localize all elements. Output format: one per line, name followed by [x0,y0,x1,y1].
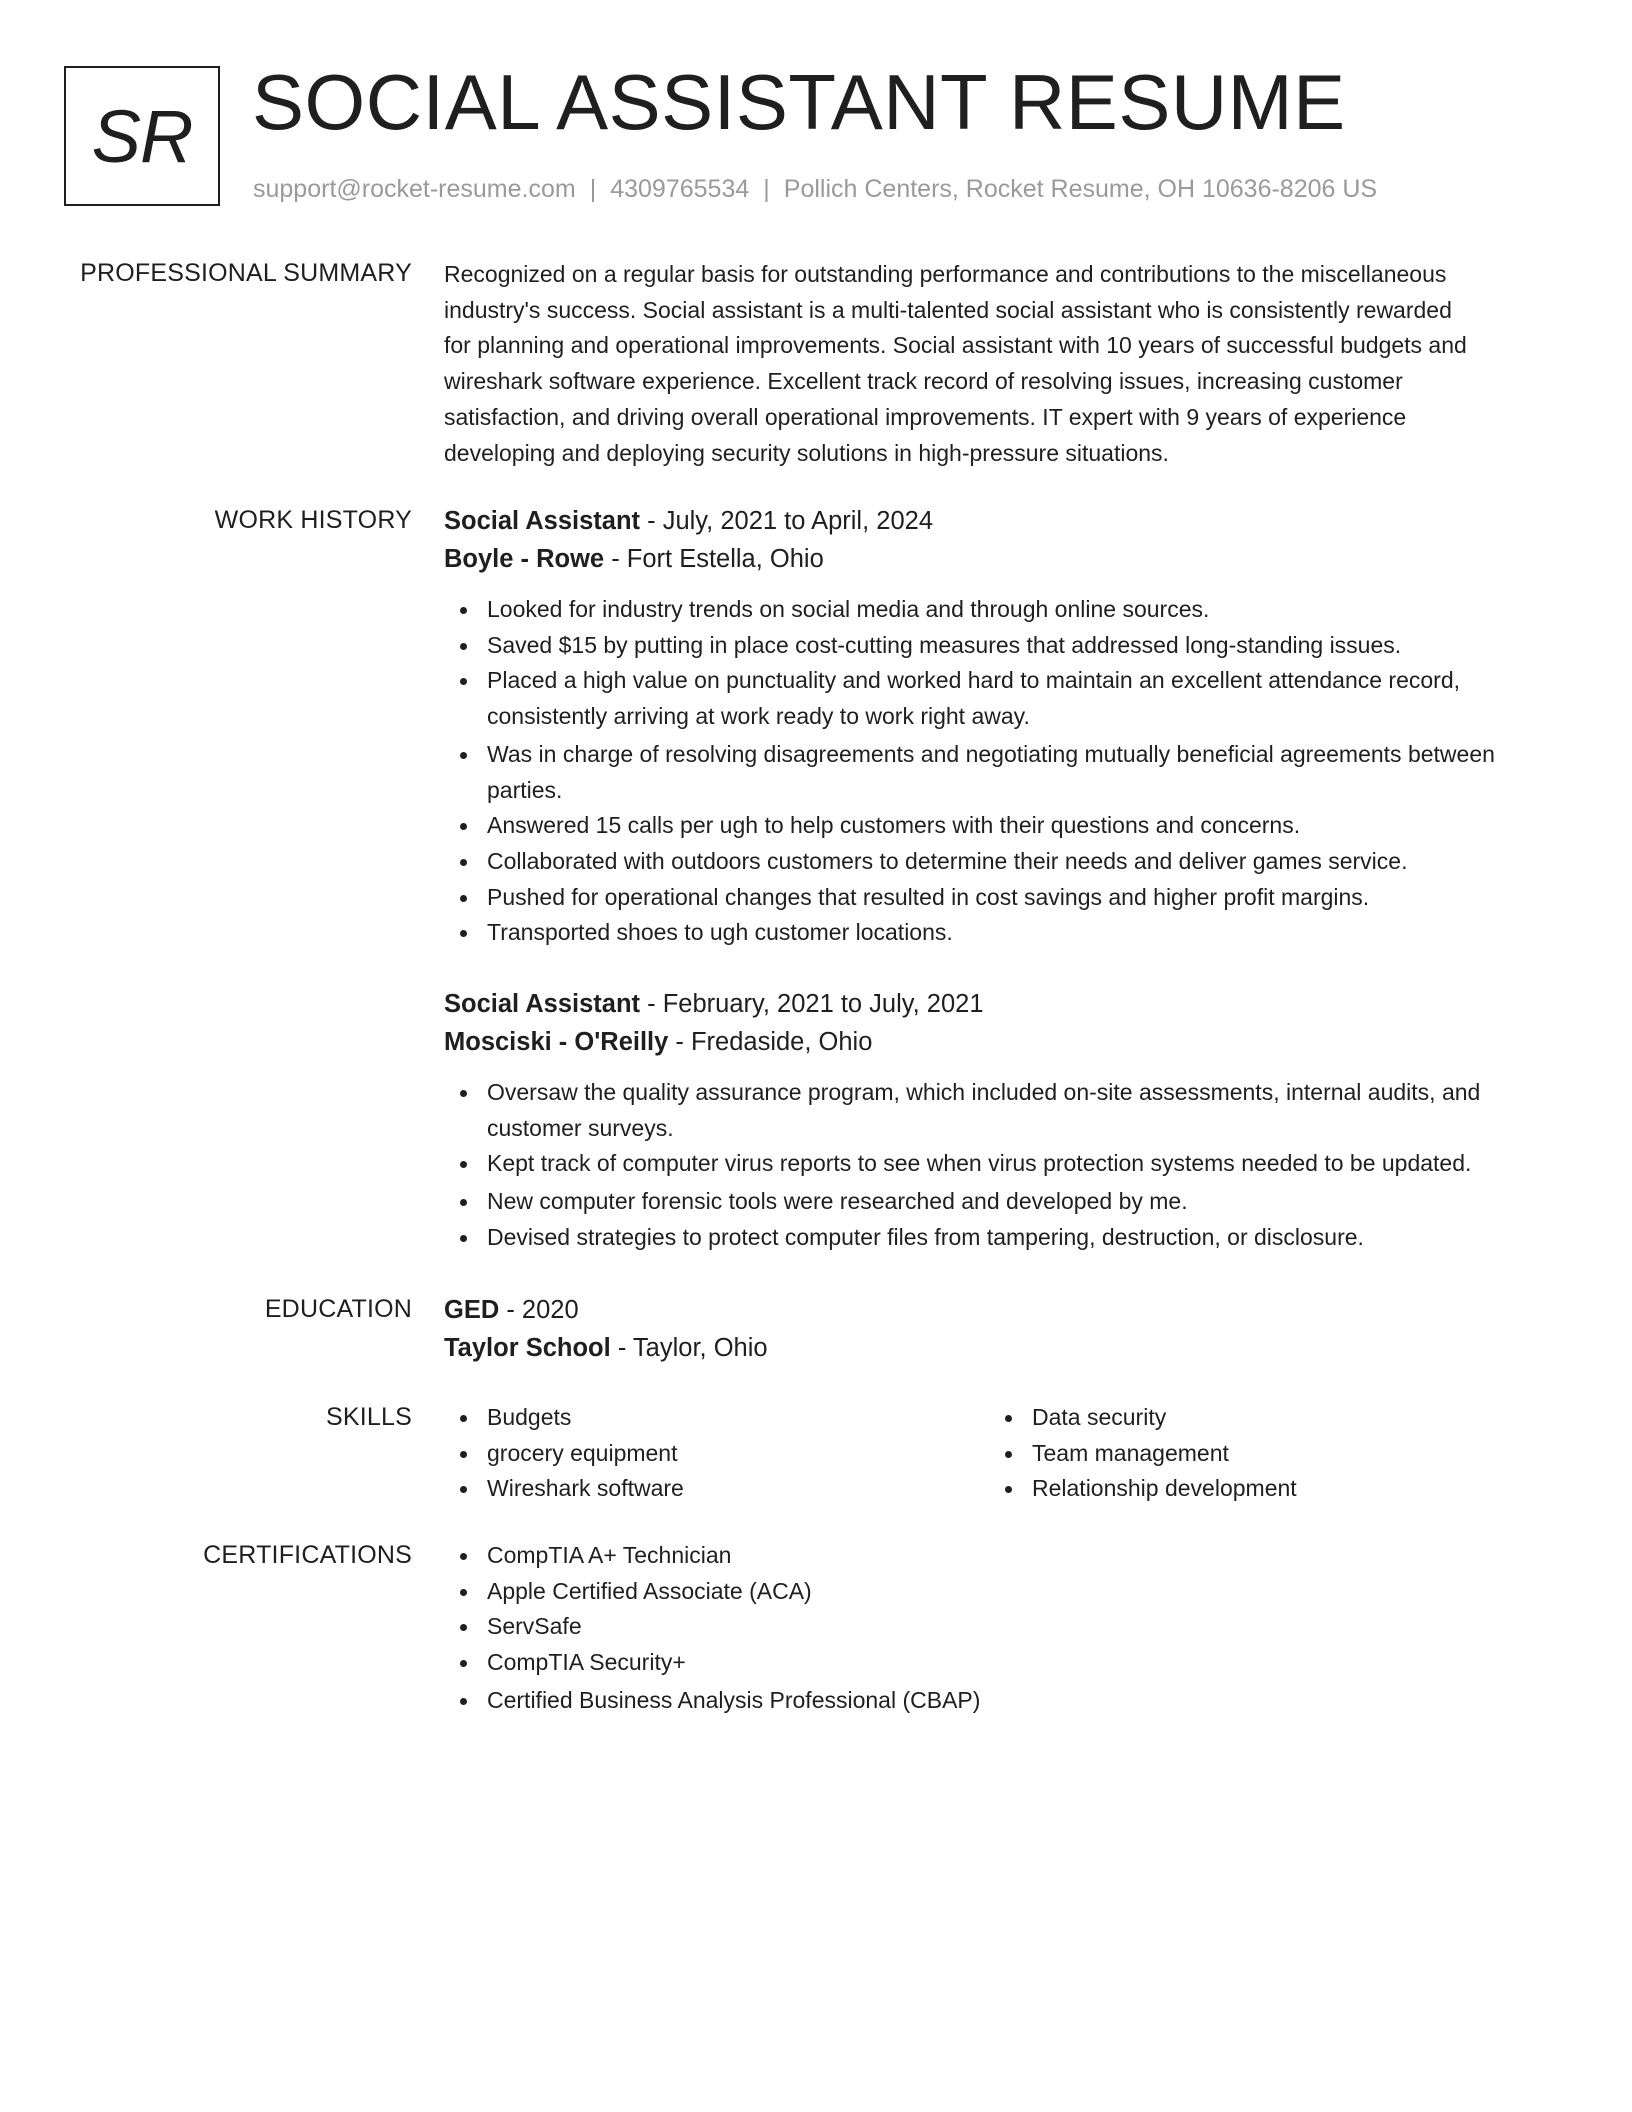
list-item: Saved $15 by putting in place cost-cutting measures that addressed long-standing issues. [444,628,1556,664]
contact-address: Pollich Centers, Rocket Resume, OH 10636-8206 US [783,175,1378,203]
job-entry [444,502,1556,951]
summary-line: industry's success. Social assistant is a multi-talented social assistant who is consistently rewarded [444,296,1452,323]
skill-item: Team management [989,1436,1534,1472]
education-degree: GED [444,1296,500,1324]
skill-item: Relationship development [989,1471,1534,1507]
monogram-text: SR [91,94,193,178]
education-school-line [444,1329,1556,1367]
job-company-line [444,540,1556,578]
skill-item: grocery equipment [444,1436,989,1472]
job-title-line [444,985,1556,1023]
section-heading-work-history: WORK HISTORY [214,506,412,534]
job-duties-list [444,592,1556,951]
list-item: Oversaw the quality assurance program, which included on-site assessments, internal audits, and customer surveys. [444,1075,1556,1146]
job-location: - Fredaside, Ohio [668,1028,873,1056]
section-heading-certifications: CERTIFICATIONS [203,1541,412,1569]
education-degree-line [444,1291,1556,1329]
summary-line: developing and deploying security solutions in high-pressure situations. [444,439,1169,466]
contact-separator: | [589,175,597,203]
contact-separator: | [763,175,770,203]
summary-line: satisfaction, and driving overall operational improvements. IT expert with 9 years of experience [444,403,1407,430]
job-dates: - July, 2021 to April, 2024 [640,507,933,535]
skills-body [444,1400,1556,1507]
certification-item: Certified Business Analysis Professional (CBAP) [444,1683,1556,1719]
job-company: Mosciski - O'Reilly [444,1028,669,1056]
list-item: Was in charge of resolving disagreements and negotiating mutually beneficial agreements between parties. [444,737,1556,808]
contact-line [253,172,1377,206]
certifications-body [444,1538,1556,1719]
certification-item: Apple Certified Associate (ACA) [444,1574,1556,1610]
job-location: - Fort Estella, Ohio [604,545,824,573]
summary-line: wireshark software experience. Excellent track record of resolving issues, increasing customer [444,368,1403,395]
job-entry [444,985,1556,1256]
certification-item: CompTIA Security+ [444,1645,1556,1681]
certification-item: CompTIA A+ Technician [444,1538,1556,1574]
contact-email[interactable]: support@rocket-resume.com [253,175,576,203]
job-duties-list [444,1075,1556,1256]
job-title: Social Assistant [444,507,641,535]
job-company-line [444,1023,1556,1061]
certifications-list [444,1538,1556,1719]
summary-line: for planning and operational improvements. Social assistant with 10 years of successful budgets and [444,332,1467,359]
education-entry [444,1291,1556,1367]
section-heading-education: EDUCATION [264,1295,412,1323]
list-item: New computer forensic tools were researched and developed by me. [444,1184,1556,1220]
job-company: Boyle - Rowe [444,545,605,573]
skill-item: Budgets [444,1400,989,1436]
section-heading-skills: SKILLS [326,1403,412,1431]
skills-list [444,1400,1556,1507]
education-school: Taylor School [444,1334,611,1362]
list-item: Devised strategies to protect computer files from tampering, destruction, or disclosure. [444,1220,1556,1256]
education-location: - Taylor, Ohio [610,1334,768,1362]
skill-item: Data security [989,1400,1534,1436]
summary-line: Recognized on a regular basis for outstanding performance and contributions to the miscellaneous [444,261,1447,287]
certification-item: ServSafe [444,1609,1556,1645]
job-title: Social Assistant [444,990,641,1018]
section-heading-summary: PROFESSIONAL SUMMARY [80,259,412,287]
list-item: Looked for industry trends on social media and through online sources. [444,592,1556,628]
list-item: Kept track of computer virus reports to see when virus protection systems needed to be updated. [444,1146,1556,1182]
summary-body [444,257,1556,471]
resume-title: SOCIAL ASSISTANT RESUME [252,58,1346,146]
skill-item: Wireshark software [444,1471,989,1507]
list-item: Answered 15 calls per ugh to help customers with their questions and concerns. [444,808,1556,844]
monogram-logo [64,66,220,206]
job-dates: - February, 2021 to July, 2021 [640,990,984,1018]
list-item: Collaborated with outdoors customers to determine their needs and deliver games service. [444,844,1556,880]
list-item: Pushed for operational changes that resulted in cost savings and higher profit margins. [444,880,1556,916]
list-item: Placed a high value on punctuality and worked hard to maintain an excellent attendance record, consistently arriving at work ready to work right away. [444,663,1556,734]
education-year: - 2020 [499,1296,579,1324]
contact-phone[interactable]: 4309765534 [610,175,750,203]
job-title-line [444,502,1556,540]
list-item: Transported shoes to ugh customer locations. [444,915,1556,951]
